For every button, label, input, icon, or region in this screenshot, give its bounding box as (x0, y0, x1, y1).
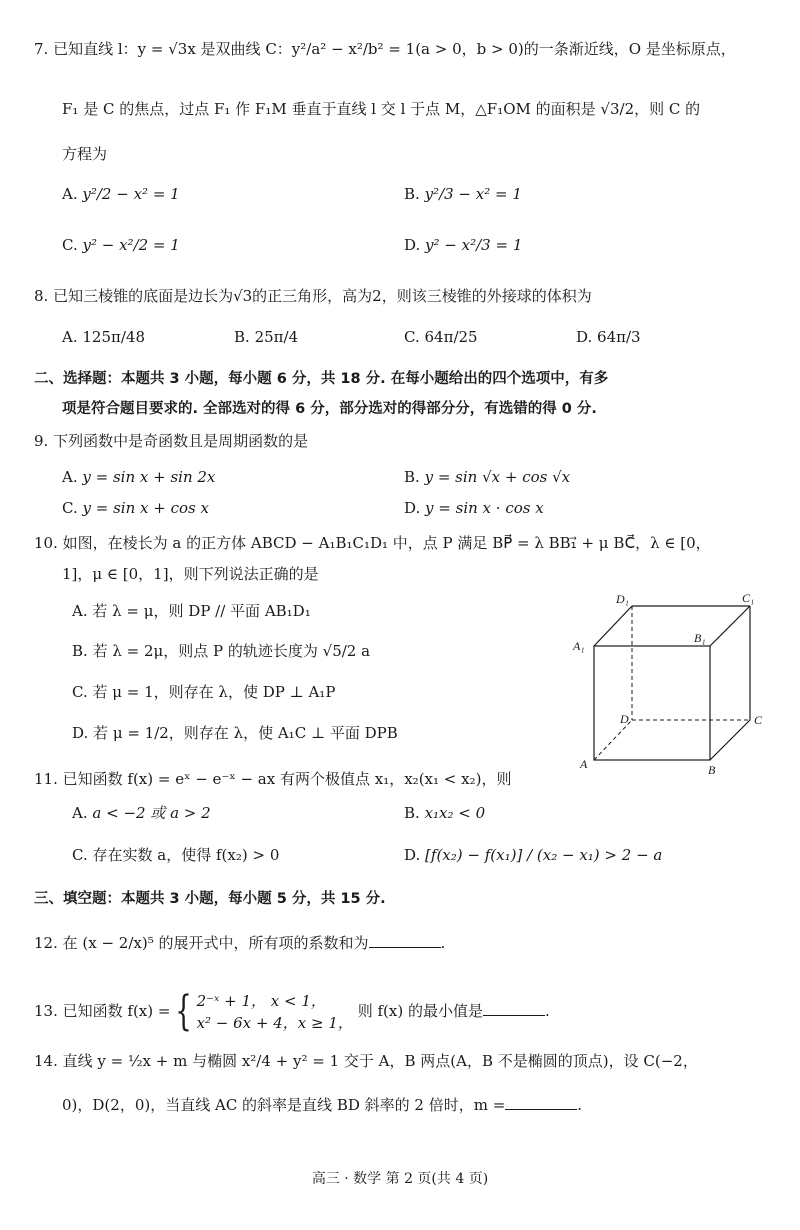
vertex-label-B1: B₁ (694, 631, 706, 645)
option-label: B. (404, 468, 420, 486)
vertex-label-D1: D₁ (616, 592, 629, 606)
q13-text-after: 则 f(x) 的最小值是 (357, 1002, 483, 1020)
q13-line (34, 990, 550, 1034)
edge-B1-C1 (710, 606, 750, 646)
vertex-label-C: C (754, 713, 763, 727)
vertex-label-C1: C₁ (742, 591, 755, 605)
option-label: B. (404, 185, 420, 203)
option-text: 125π/48 (82, 328, 146, 346)
option-label: D. (72, 724, 89, 742)
q9-line1: 9. 下列函数中是奇函数且是周期函数的是 (34, 432, 309, 450)
q7-line3: 方程为 (62, 145, 108, 163)
q7-line1: 7. 已知直线 l：y = √3x 是双曲线 C：y²/a² − x²/b² = 1(a > 0，b > 0)的一条渐近线，O 是坐标原点， (34, 40, 736, 58)
option-label: B. (72, 642, 88, 660)
option-text: 25π/4 (254, 328, 299, 346)
front-face (594, 646, 710, 760)
q11-option-a (72, 802, 211, 824)
option-label: A. (62, 185, 78, 203)
option-text: y² − x²/2 = 1 (82, 236, 180, 254)
option-label: D. (404, 499, 421, 517)
q14-answer-blank[interactable] (505, 1095, 577, 1110)
option-label: A. (62, 468, 78, 486)
q8-option-c (404, 326, 478, 348)
section2-heading-line2: 项是符合题目要求的. 全部选对的得 6 分，部分选对的得部分分，有选错的得 0 分. (62, 401, 597, 417)
q7-option-d (404, 234, 522, 256)
q8-option-b (234, 326, 298, 348)
q13-piecewise-cases (197, 990, 353, 1034)
q10-line1: 10. 如图，在棱长为 a 的正方体 ABCD − A₁B₁C₁D₁ 中，点 P 满足 BP⃗ = λ BB₁⃗ + μ BC⃗，λ ∈ [0， (34, 534, 711, 552)
q8-option-d (576, 326, 641, 348)
vertex-label-A1: A₁ (573, 639, 585, 653)
option-label: D. (576, 328, 593, 346)
q14-line1: 14. 直线 y = ½x + m 与椭圆 x²/4 + y² = 1 交于 A，B 两点(A，B 不是椭圆的顶点)，设 C(−2， (34, 1052, 698, 1070)
q7-option-b (404, 183, 522, 205)
q10-option-d (72, 722, 398, 744)
section3-heading: 三、填空题：本题共 3 小题，每小题 5 分，共 15 分. (34, 891, 386, 907)
q9-option-c (62, 497, 209, 519)
option-label: C. (404, 328, 420, 346)
q12-period: . (440, 934, 446, 952)
option-text: y = sin x + cos x (82, 499, 209, 517)
q12-line (34, 932, 445, 954)
q14-period: . (577, 1096, 583, 1114)
q10-option-b (72, 640, 370, 662)
option-label: C. (62, 236, 78, 254)
option-text: a < −2 或 a > 2 (92, 804, 211, 822)
page-footer: 高三 · 数学 第 2 页(共 4 页) (311, 1171, 489, 1187)
option-text: y = sin √x + cos √x (424, 468, 571, 486)
edge-A1-D1 (594, 606, 632, 646)
option-text: y²/3 − x² = 1 (424, 185, 522, 203)
option-text: 64π/3 (597, 328, 641, 346)
option-text: y = sin x + sin 2x (82, 468, 216, 486)
option-text: 若 μ = 1，则存在 λ，使 DP ⊥ A₁P (92, 683, 336, 701)
q12-answer-blank[interactable] (369, 933, 441, 948)
q10-option-c (72, 681, 335, 703)
section2-heading-line1: 二、选择题：本题共 3 小题，每小题 6 分，共 18 分. 在每小题给出的四个选项中，有多 (34, 371, 609, 387)
edge-B-C (710, 720, 750, 760)
cube-figure (570, 590, 770, 780)
q9-option-a (62, 466, 215, 488)
option-label: D. (404, 236, 421, 254)
option-text: 64π/25 (424, 328, 478, 346)
q7-line2: F₁ 是 C 的焦点，过点 F₁ 作 F₁M 垂直于直线 l 交 l 于点 M，△F₁OM 的面积是 √3/2，则 C 的 (62, 100, 701, 118)
option-text: 若 μ = 1/2，则存在 λ，使 A₁C ⊥ 平面 DPB (93, 724, 398, 742)
option-label: B. (404, 804, 420, 822)
q14-line2-wrap (62, 1094, 582, 1116)
q13-period: . (544, 1002, 550, 1020)
option-text: x₁x₂ < 0 (424, 804, 486, 822)
option-label: A. (62, 328, 78, 346)
q10-option-a (72, 600, 311, 622)
q8-option-a (62, 326, 145, 348)
q14-line2: 0)，D(2，0)，当直线 AC 的斜率是直线 BD 斜率的 2 倍时，m = (62, 1096, 506, 1114)
q10-line2: 1]，μ ∈ [0，1]，则下列说法正确的是 (62, 565, 319, 583)
q13-text-before: 13. 已知函数 f(x) = (34, 1002, 171, 1020)
q12-text: 12. 在 (x − 2/x)⁵ 的展开式中，所有项的系数和为 (34, 934, 369, 952)
option-label: B. (234, 328, 250, 346)
q13-answer-blank[interactable] (483, 1001, 545, 1016)
vertex-label-D: D (620, 712, 629, 726)
option-label: A. (72, 804, 88, 822)
q7-option-a (62, 183, 180, 205)
q8-line1: 8. 已知三棱锥的底面是边长为√3的正三角形，高为2，则该三棱锥的外接球的体积为 (34, 287, 592, 305)
option-text: [f(x₂) − f(x₁)] / (x₂ − x₁) > 2 − a (425, 846, 663, 864)
edge-A-D (594, 720, 632, 760)
option-label: C. (72, 846, 88, 864)
q11-option-d (404, 844, 662, 866)
q11-option-b (404, 802, 485, 824)
option-label: D. (404, 846, 421, 864)
brace-icon: { (175, 988, 192, 1036)
q7-option-c (62, 234, 180, 256)
q9-option-b (404, 466, 570, 488)
q13-case-1: 2⁻ˣ + 1， x < 1， (196, 992, 326, 1010)
q11-option-c (72, 844, 279, 866)
option-text: 若 λ = 2μ，则点 P 的轨迹长度为 √5/2 a (92, 642, 371, 660)
vertex-label-B: B (708, 763, 716, 777)
option-text: y² − x²/3 = 1 (425, 236, 523, 254)
vertex-label-A: A (580, 757, 588, 771)
option-label: A. (72, 602, 88, 620)
option-text: y = sin x · cos x (425, 499, 544, 517)
option-text: y²/2 − x² = 1 (82, 185, 180, 203)
q11-line1: 11. 已知函数 f(x) = eˣ − e⁻ˣ − ax 有两个极值点 x₁，x₂(x₁ < x₂)，则 (34, 770, 512, 788)
option-text: 存在实数 a，使得 f(x₂) > 0 (92, 846, 280, 864)
q13-case-2: x² − 6x + 4，x ≥ 1， (196, 1014, 353, 1032)
option-label: C. (72, 683, 88, 701)
option-label: C. (62, 499, 78, 517)
q9-option-d (404, 497, 544, 519)
option-text: 若 λ = μ，则 DP // 平面 AB₁D₁ (92, 602, 311, 620)
